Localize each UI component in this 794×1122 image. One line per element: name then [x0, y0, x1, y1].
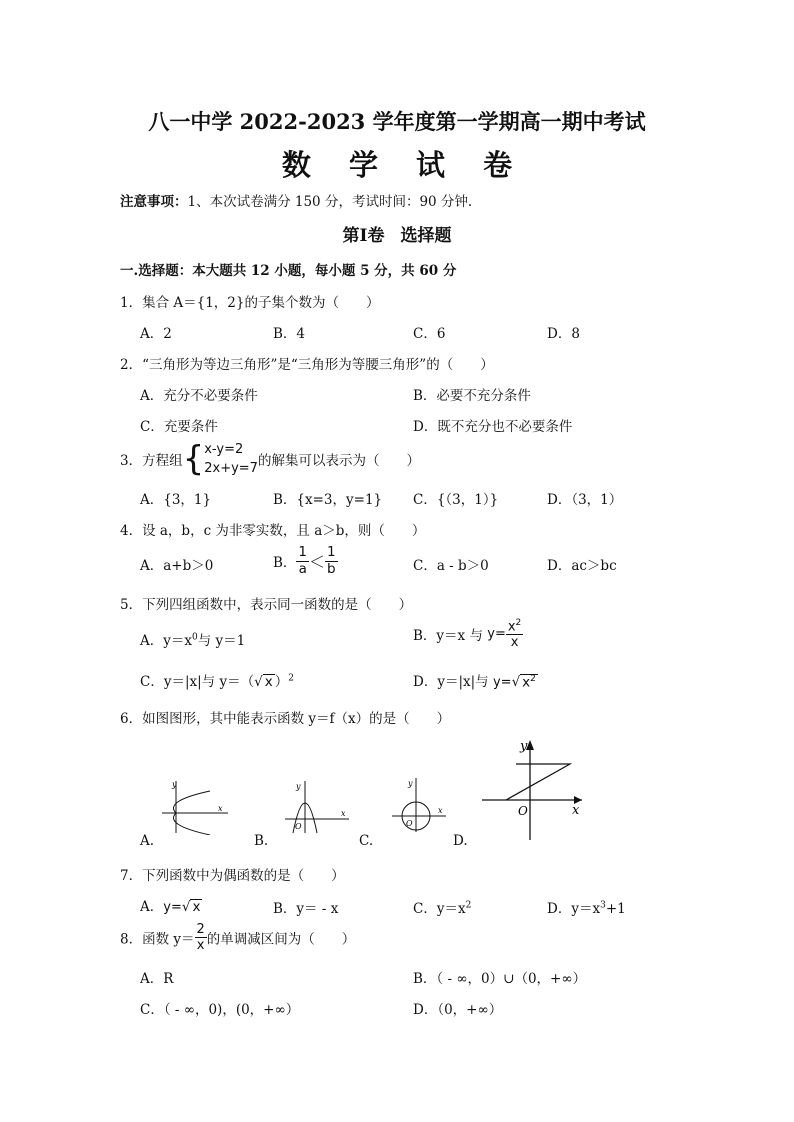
q5-a-text-post: 与 y＝1	[197, 633, 246, 649]
q2-stem: 2．“三角形为等边三角形”是“三角形为等腰三角形”的（ ）	[120, 357, 494, 373]
radicand-exp: 2	[530, 673, 536, 684]
sqrt-symbol-icon: √	[254, 674, 263, 690]
axis-y-label: y	[520, 739, 528, 754]
axis-x-label: x	[572, 803, 580, 818]
q6-label-d: D.	[453, 833, 468, 849]
fraction-1-over-a	[296, 546, 309, 576]
q5-c-exponent: 2	[288, 673, 294, 684]
q4-option-a: A．a+b＞0	[140, 558, 214, 574]
section-part: 第Ⅰ卷	[342, 226, 385, 246]
q1-option-d: D．8	[547, 326, 580, 342]
q7-d-text: D．y＝x	[547, 901, 601, 917]
sqrt-symbol-icon: √	[511, 674, 521, 690]
q3-option-a: A．{3，1}	[140, 492, 212, 508]
q2-option-d: D．既不充分也不必要条件	[413, 419, 573, 435]
q2-option-a: A．充分不必要条件	[140, 388, 258, 404]
q5-c-text-post: ）	[274, 674, 289, 690]
q1-option-b: B．4	[273, 326, 306, 342]
origin-label: O	[406, 819, 413, 828]
frac-numerator: 1	[327, 544, 336, 560]
q8-option-a: A．R	[140, 971, 174, 987]
q8-stem	[120, 923, 355, 952]
q3-stem	[120, 440, 420, 478]
q3-eq1: x-y=2	[204, 442, 244, 457]
q2-option-b: B．必要不充分条件	[413, 388, 531, 404]
q4-option-b	[273, 546, 338, 576]
q5-option-c	[140, 670, 294, 690]
q3-stem-suffix: 的解集可以表示为（ ）	[257, 453, 420, 469]
q1-stem: 1．集合 A＝{1，2}的子集个数为（ ）	[120, 295, 380, 311]
axis-x-label: x	[341, 809, 346, 818]
q7-option-d	[547, 897, 626, 917]
q7-option-a	[140, 895, 202, 915]
axis-x-label: x	[218, 804, 223, 813]
axis-y-label: y	[408, 779, 413, 788]
q7-a-y: y=	[163, 900, 182, 915]
q7-a-radicand: x	[192, 899, 201, 915]
frac-denominator: b	[327, 560, 336, 577]
q5-b-text: B．y＝x 与	[413, 628, 483, 645]
q3-option-b: B．{x=3，y=1}	[273, 492, 383, 508]
q8-stem-post: 的单调减区间为（ ）	[206, 931, 356, 948]
q5-d-radicand	[520, 674, 538, 690]
graph-b-parabola	[283, 777, 353, 835]
frac-denominator: a	[298, 560, 307, 577]
frac-numerator	[506, 619, 523, 635]
q3-option-d: D．（3，1）	[547, 492, 623, 508]
q4-stem: 4．设 a，b，c 为非零实数，且 a＞b，则（ ）	[120, 523, 426, 539]
q5-a-text: A．y＝x	[140, 633, 192, 649]
exam-note	[120, 190, 472, 210]
numerator-var: x	[507, 619, 516, 635]
q7-d-text-post: +1	[605, 901, 626, 917]
graph-d-zigzag	[478, 738, 588, 842]
note-text: 1、本次试卷满分 150 分，考试时间：90 分钟.	[187, 194, 473, 210]
q7-c-exponent: 2	[465, 900, 472, 911]
origin-label: O	[518, 804, 528, 818]
numerator-exp: 2	[515, 618, 522, 628]
q7-c-text: C．y＝x	[413, 901, 466, 917]
q6-label-c: C.	[359, 833, 374, 849]
q5-option-a	[140, 629, 245, 649]
q8-option-d: D．（0，+∞）	[413, 1002, 503, 1018]
axis-x-label: x	[438, 806, 443, 815]
q6-label-a: A.	[140, 833, 155, 849]
equation-system	[204, 440, 258, 478]
frac-numerator: 2	[196, 922, 205, 937]
q7-option-b: B．y＝ - x	[273, 901, 339, 917]
q1-option-c: C．6	[413, 326, 446, 342]
q4-option-b-label: B．	[273, 555, 297, 571]
frac-numerator: 1	[298, 544, 308, 560]
q5-stem: 5．下列四组函数中，表示同一函数的是（ ）	[120, 597, 413, 613]
q5-d-y: y=	[492, 675, 512, 690]
q3-stem-prefix: 3．方程组	[120, 453, 183, 469]
q5-c-text: C．y＝|x|与 y＝（	[140, 674, 255, 690]
left-brace-icon: {	[182, 439, 205, 479]
q2-option-c: C．充要条件	[140, 419, 218, 435]
q7-option-c	[413, 897, 471, 917]
q8-stem-pre: 8．函数 y＝	[120, 931, 195, 948]
graph-a-sideways-parabola	[158, 775, 230, 835]
q5-option-b	[413, 619, 523, 649]
q7-stem: 7．下列函数中为偶函数的是（ ）	[120, 868, 345, 884]
q5-option-d	[413, 670, 538, 690]
q7-d-exponent: 3	[600, 900, 606, 911]
part-heading: 一.选择题：本大题共 12 小题，每小题 5 分，共 60 分	[120, 263, 457, 279]
axis-y-label: y	[172, 780, 177, 789]
origin-label: O	[295, 822, 302, 831]
q1-option-a: A．2	[140, 326, 172, 342]
q6-stem: 6．如图图形，其中能表示函数 y＝f（x）的是（ ）	[120, 711, 451, 727]
axis-y-label: y	[296, 782, 301, 791]
radicand-var: x	[522, 674, 531, 690]
q4-option-d: D．ac＞bc	[547, 558, 617, 574]
q3-eq2: 2x+y=7	[204, 461, 258, 476]
section-name: 选择题	[400, 226, 452, 246]
fraction-1-over-b	[325, 546, 338, 576]
q3-option-c: C．{（3，1）}	[413, 492, 499, 508]
q5-d-text: D．y＝|x|与	[413, 674, 489, 690]
q8-option-b: B．（ - ∞，0）∪（0，+∞）	[413, 971, 587, 987]
q5-c-radicand: x	[264, 674, 273, 690]
note-label: 注意事项：	[120, 194, 188, 210]
less-than: ＜	[309, 552, 326, 572]
frac-denominator: x	[196, 938, 205, 953]
fraction-x2-over-x	[506, 619, 523, 649]
q7-a-label: A．	[140, 899, 164, 915]
frac-denominator: x	[510, 635, 519, 651]
sqrt-symbol-icon: √	[181, 899, 191, 915]
q8-option-c: C．（ - ∞，0)，(0，+∞）	[140, 1002, 300, 1018]
q5-b-y: y=	[487, 626, 506, 642]
q6-label-b: B.	[254, 833, 269, 849]
graph-c-circle	[390, 774, 450, 836]
exam-subtitle: 数 学 试 卷	[281, 148, 527, 182]
fraction-2-over-x	[195, 923, 207, 952]
section-heading	[0, 221, 794, 246]
exam-title: 八一中学 2022-2023 学年度第一学期高一期中考试	[148, 109, 646, 134]
q4-option-c: C．a - b＞0	[413, 558, 489, 574]
q5-a-exponent: 0	[192, 632, 198, 643]
